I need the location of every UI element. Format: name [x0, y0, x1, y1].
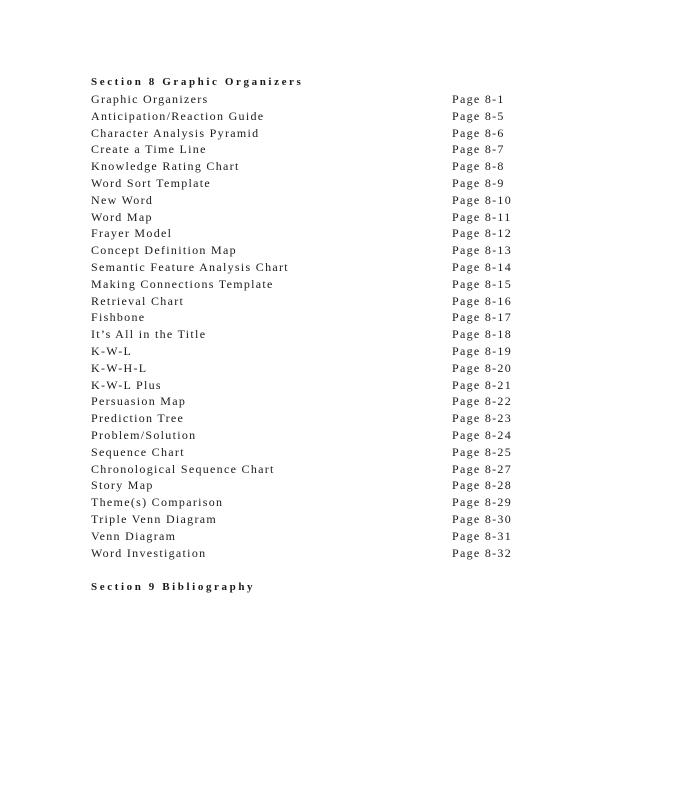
toc-entry	[91, 410, 531, 427]
toc-entry-page: Page 8-23	[452, 411, 513, 426]
toc-entry-title: Create a Time Line	[91, 142, 207, 157]
toc-entry	[91, 343, 531, 360]
toc-entry-title: Word Investigation	[91, 545, 207, 560]
toc-entry-title: Graphic Organizers	[91, 92, 209, 106]
toc-entry-title: New Word	[91, 192, 154, 207]
toc-entry	[91, 158, 531, 175]
toc-entry	[91, 242, 531, 259]
toc-entry	[91, 276, 531, 293]
toc-entry	[91, 293, 531, 310]
toc-entry	[91, 326, 531, 343]
toc-entry-page: Page 8-19	[452, 343, 513, 358]
toc-entry	[91, 360, 531, 377]
toc-entry-page: Page 8-25	[452, 444, 513, 459]
toc-entry-page: Page 8-18	[452, 327, 513, 342]
toc-entry-title: Word Sort Template	[91, 175, 212, 190]
toc-entry-page: Page 8-7	[452, 142, 505, 157]
toc-entry	[91, 494, 531, 511]
toc-entry	[91, 209, 531, 226]
toc-entry-page: Page 8-32	[452, 545, 513, 560]
toc-entry	[91, 91, 531, 108]
toc-entry-title: It’s All in the Title	[91, 327, 207, 342]
toc-entry-page: Page 8-21	[452, 377, 513, 392]
toc-entry-page: Page 8-30	[452, 511, 513, 526]
toc-entry-page: Page 8-11	[452, 209, 512, 224]
toc-entry-title: K-W-L	[91, 343, 133, 358]
toc-entry-title: Problem/Solution	[91, 427, 197, 442]
toc-entry	[91, 175, 531, 192]
toc-entry-title: Frayer Model	[91, 226, 173, 241]
toc-entry	[91, 259, 531, 276]
toc-entry-page: Page 8-9	[452, 175, 505, 190]
toc-entry-title: K-W-H-L	[91, 360, 148, 375]
toc-entry-page: Page 8-24	[452, 427, 513, 442]
toc-entry-page: Page 8-8	[452, 159, 505, 174]
toc-entry	[91, 141, 531, 158]
toc-entry-title: Chronological Sequence Chart	[91, 461, 275, 476]
toc-entry-page: Page 8-10	[452, 192, 513, 207]
toc-entry-title: Persuasion Map	[91, 394, 187, 409]
toc-entry-title: Venn Diagram	[91, 528, 177, 543]
toc-entry-page: Page 8-20	[452, 360, 513, 375]
toc-entry-title: Word Map	[91, 209, 153, 224]
table-of-contents	[91, 91, 531, 561]
toc-entry-title: Concept Definition Map	[91, 243, 237, 258]
toc-entry-page: Page 8-6	[452, 125, 505, 140]
toc-entry-page: Page 8-22	[452, 394, 513, 409]
toc-entry	[91, 192, 531, 209]
toc-entry-title: Character Analysis Pyramid	[91, 125, 260, 140]
toc-entry-title: Theme(s) Comparison	[91, 495, 224, 510]
toc-entry-page: Page 8-27	[452, 461, 513, 476]
toc-entry-title: Story Map	[91, 478, 154, 493]
toc-entry-title: Knowledge Rating Chart	[91, 159, 240, 174]
toc-entry-title: Prediction Tree	[91, 411, 185, 426]
toc-entry	[91, 377, 531, 394]
toc-entry-page: Page 8-14	[452, 259, 513, 274]
toc-entry-page: Page 8-17	[452, 310, 513, 325]
toc-entry	[91, 427, 531, 444]
toc-entry	[91, 545, 531, 562]
toc-entry-title: Anticipation/Reaction Guide	[91, 108, 265, 123]
toc-entry-title: K-W-L Plus	[91, 377, 162, 392]
toc-entry-page: Page 8-1	[452, 92, 505, 106]
toc-entry	[91, 309, 531, 326]
toc-entry-page: Page 8-13	[452, 243, 513, 258]
toc-entry-page: Page 8-16	[452, 293, 513, 308]
section-8-heading: Section 8 Graphic Organizers	[91, 76, 304, 88]
toc-entry-page: Page 8-5	[452, 108, 505, 123]
toc-entry	[91, 461, 531, 478]
toc-entry-title: Semantic Feature Analysis Chart	[91, 259, 289, 274]
toc-entry-page: Page 8-31	[452, 528, 513, 543]
toc-entry	[91, 528, 531, 545]
toc-entry-page: Page 8-15	[452, 276, 513, 291]
toc-entry	[91, 477, 531, 494]
toc-entry-page: Page 8-29	[452, 495, 513, 510]
toc-entry-title: Retrieval Chart	[91, 293, 185, 308]
toc-entry	[91, 393, 531, 410]
toc-entry-page: Page 8-12	[452, 226, 513, 241]
toc-entry	[91, 108, 531, 125]
toc-entry	[91, 444, 531, 461]
toc-entry-page: Page 8-28	[452, 478, 513, 493]
toc-entry	[91, 225, 531, 242]
toc-entry-title: Sequence Chart	[91, 444, 185, 459]
toc-entry	[91, 511, 531, 528]
toc-entry-title: Making Connections Template	[91, 276, 274, 291]
toc-entry	[91, 125, 531, 142]
section-9-heading: Section 9 Bibliography	[91, 581, 256, 593]
toc-entry-title: Fishbone	[91, 310, 146, 325]
toc-entry-title: Triple Venn Diagram	[91, 511, 218, 526]
